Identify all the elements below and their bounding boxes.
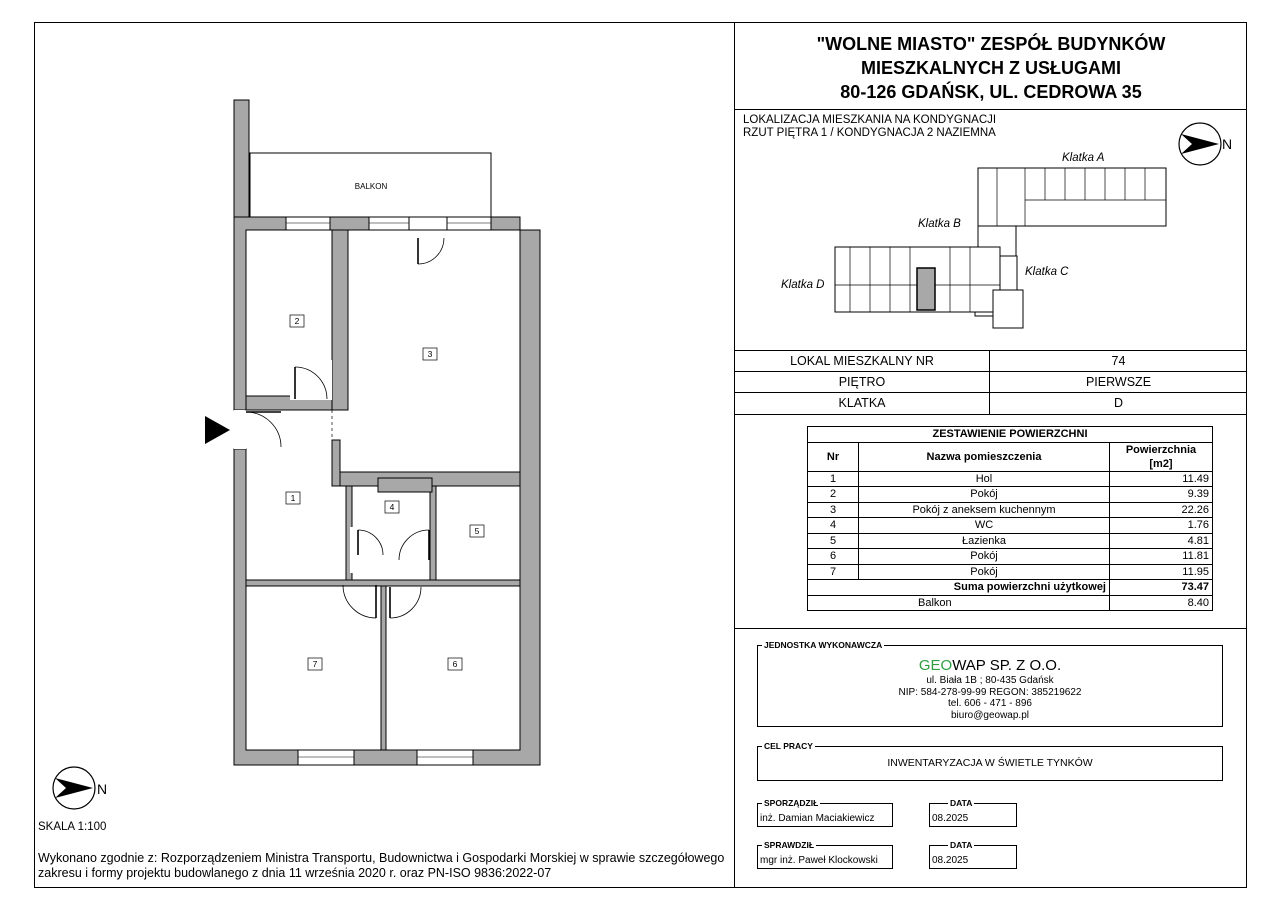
location-subtitle: RZUT PIĘTRA 1 / KONDYGNACJA 2 NAZIEMNA: [743, 127, 996, 139]
balcony-label: BALKON: [354, 182, 388, 191]
key-north-label: N: [1222, 136, 1233, 152]
wall-left-upper: [234, 100, 249, 217]
company-email: biuro@geowap.pl: [951, 709, 1029, 721]
room-label-7: 7: [312, 659, 318, 669]
lokal-label: LOKAL MIESZKALNY NR: [790, 354, 934, 368]
wall-bedrooms-top: [246, 580, 520, 586]
klatka-a-label: Klatka A: [1062, 152, 1105, 164]
pietro-label: PIĘTRO: [838, 375, 886, 389]
key-highlighted-apartment: [917, 268, 935, 310]
wall-room2-3: [332, 230, 348, 410]
north-label: N: [97, 781, 108, 797]
company-address: ul. Biała 1B ; 80-435 Gdańsk: [926, 675, 1054, 686]
purpose-label: CEL PRACY: [764, 741, 813, 751]
footer-line-2: zakresu i formy projektu budowlanego z dnia 11 września 2020 r. oraz PN-ISO 9836:2022-07: [38, 866, 552, 880]
prepared-value: inż. Damian Maciakiewicz: [760, 813, 875, 824]
room-label-3: 3: [427, 349, 433, 359]
prepared-date-value: 08.2025: [932, 813, 969, 824]
lokal-value: 74: [1111, 354, 1126, 368]
window-bottom-left: [298, 750, 354, 765]
wall-bedrooms-middle: [381, 586, 386, 750]
info-row-lokal: [735, 350, 1247, 372]
table-row: 1 Hol 11.49: [808, 471, 1213, 487]
room-label-6: 6: [452, 659, 458, 669]
company-name-rest: WAP SP. Z O.O.: [952, 657, 1062, 674]
area-table-title: ZESTAWIENIE POWIERZCHNI: [808, 427, 1213, 443]
project-title-2: MIESZKALNYCH Z USŁUGAMI: [861, 58, 1121, 78]
area-rule: [735, 628, 1247, 629]
checked-value: mgr inż. Paweł Klockowski: [760, 855, 878, 866]
klatka-value: D: [1113, 396, 1124, 410]
project-title-1: "WOLNE MIASTO" ZESPÓŁ BUDYNKÓW: [816, 34, 1166, 54]
company-tel: tel. 606 - 471 - 896: [948, 698, 1032, 709]
prepared-date-label: DATA: [950, 798, 973, 808]
purpose-value: INWENTARYZACJA W ŚWIETLE TYNKÓW: [887, 757, 1093, 769]
area-col-nr: Nr: [808, 442, 859, 471]
footer-line-1: Wykonano zgodnie z: Rozporządzeniem Ministra Transportu, Budownictwa i Gospodarki Morskiej w sprawie szczegółowego: [38, 851, 725, 865]
checked-date-value: 08.2025: [932, 855, 969, 866]
north-arrow-icon: [53, 767, 95, 809]
location-key-plan: [735, 110, 1247, 350]
room-label-2: 2: [294, 316, 300, 326]
table-row: 7 Pokój 11.95: [808, 564, 1213, 580]
window-top-mid: [369, 217, 409, 230]
klatka-c-label: Klatka C: [1025, 266, 1069, 278]
prepared-label: SPORZĄDZIŁ: [764, 798, 819, 808]
wall-wc-right: [430, 486, 436, 580]
area-balkon-label: Balkon: [808, 595, 1110, 611]
scale-label: SKALA 1:100: [38, 821, 107, 833]
company-name-geo: GEO: [918, 657, 953, 674]
klatka-d-label: Klatka D: [781, 279, 825, 291]
room-label-1: 1: [290, 493, 296, 503]
area-balkon-value: 8.40: [1110, 595, 1213, 611]
info-rule: [735, 414, 1247, 415]
company-name: [757, 657, 1223, 674]
key-north-arrow-icon: [1179, 123, 1221, 165]
project-title-3: 80-126 GDAŃSK, UL. CEDROWA 35: [840, 82, 1142, 102]
area-col-name: Nazwa pomieszczenia: [859, 442, 1110, 471]
area-sum-row: [808, 580, 1213, 596]
table-row: 4 WC 1.76: [808, 518, 1213, 534]
window-top-left: [286, 217, 330, 230]
company-section-label: JEDNOSTKA WYKONAWCZA: [764, 640, 883, 650]
location-title: LOKALIZACJA MIESZKANIA NA KONDYGNACJI: [743, 114, 997, 126]
window-top-right: [447, 217, 491, 230]
area-balkon-row: [808, 595, 1213, 611]
checked-label: SPRAWDZIŁ: [764, 840, 815, 850]
klatka-label: KLATKA: [838, 396, 886, 410]
table-row: 6 Pokój 11.81: [808, 549, 1213, 565]
table-row: 2 Pokój 9.39: [808, 487, 1213, 503]
table-row: 3 Pokój z aneksem kuchennym 22.26: [808, 502, 1213, 518]
window-bottom-right: [417, 750, 473, 765]
entrance-arrow-icon: [205, 416, 230, 444]
company-nip: NIP: 584-278-99-99 REGON: 385219622: [898, 686, 1082, 698]
pietro-value: PIERWSZE: [1085, 375, 1152, 389]
room-label-4: 4: [389, 502, 395, 512]
area-table: [807, 426, 1213, 611]
balcony-door: [409, 217, 447, 230]
checked-date-label: DATA: [950, 840, 973, 850]
room-label-5: 5: [474, 526, 480, 536]
area-col-area: Powierzchnia [m2]: [1110, 442, 1213, 471]
area-sum-value: 73.47: [1110, 580, 1213, 596]
info-row-klatka: [735, 392, 1247, 414]
klatka-b-label: Klatka B: [918, 218, 961, 230]
info-row-pietro: [735, 371, 1247, 393]
area-sum-label: Suma powierzchni użytkowej: [808, 580, 1110, 596]
company-details: [757, 675, 1223, 721]
table-row: 5 Łazienka 4.81: [808, 533, 1213, 549]
